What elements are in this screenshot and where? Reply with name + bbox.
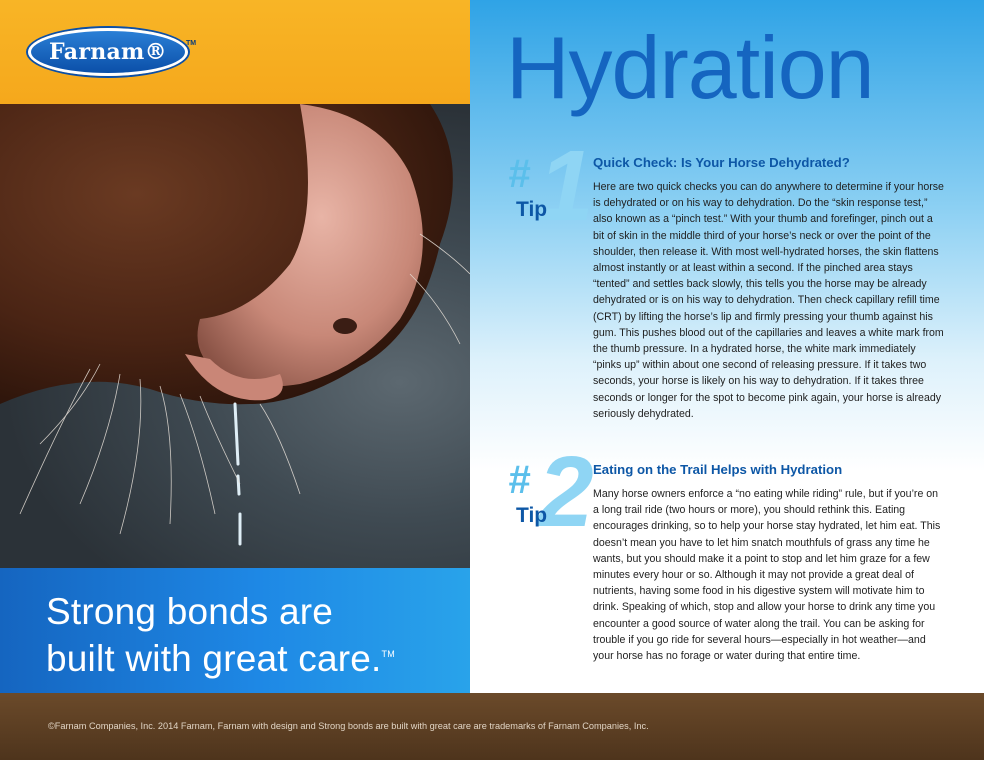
tip-1-hash: # xyxy=(508,152,531,196)
slogan-line-2-text: built with great care. xyxy=(46,638,382,679)
tip-2-hash: # xyxy=(508,458,531,502)
footer-copyright: ©Farnam Companies, Inc. 2014 Farnam, Farnam with design and Strong bonds are built with great care are trademarks of Farnam Companies, Inc. xyxy=(48,721,649,731)
logo-band xyxy=(0,0,470,104)
slogan-band xyxy=(0,568,470,693)
tip-2-title: Eating on the Trail Helps with Hydration xyxy=(593,462,843,477)
slogan xyxy=(46,590,395,680)
slogan-line-1: Strong bonds are xyxy=(46,591,334,632)
footer xyxy=(0,693,984,760)
tip-2-number: 2 xyxy=(538,436,594,548)
tip-1-number: 1 xyxy=(538,130,594,242)
farnam-logo xyxy=(28,28,188,76)
slogan-trademark: TM xyxy=(381,649,395,659)
page-title: Hydration xyxy=(506,18,874,117)
tip-1-body: Here are two quick checks you can do anywhere to determine if your horse is dehydrated or on his way to dehydration. Do the “skin response test,” also known as a “pinch test.” With your thumb and forefinger, pinch out a bit of skin in the middle third of your horse’s neck or over the point of the shoulder, then release it. With most well-hydrated horses, the skin flattens almost instantly or at least within a second. If the pinched area stays “tented” and settles back slowly, this tells you the horse may be already dehydrated or is on his way to dehydration. Then check capillary refill time (CRT) by lifting the horse’s lip and firmly pressing your thumb against his gum. This pushes blood out of the capillaries and leaves a white mark from the thumb pressure. In a hydrated horse, the white mark immediately “pinks up” within about one second of releasing pressure. If it takes two seconds, your horse is likely on his way to dehydration. If it takes three seconds or longer for the spot to become pink again, your horse is already seriously dehydrated. xyxy=(593,181,944,420)
tip-2-body: Many horse owners enforce a “no eating while riding” rule, but if you’re on a long trail ride (two hours or more), you should rethink this. Eating encourages drinking, so to help your horse stay hydrated, let him eat. This doesn’t mean you have to let him snatch mouthfuls of grass any time he wants, but you should make it a point to stop and let him graze for a few minutes every hour or so. Although it may not provide a great deal of nutrients, having some food in his digestive system will motivate him to drink. Speaking of which, stop and allow your horse to drink any time you encounter a good source of water along the trail. You can be asking for trouble if you go ride for several hours—especially in hot weather—and your horse has no forage or water during that entire time. xyxy=(593,488,941,663)
tip-1-badge xyxy=(508,130,598,242)
logo-trademark: TM xyxy=(186,40,197,47)
left-panel xyxy=(0,0,470,693)
tip-2-badge xyxy=(508,436,598,548)
tip-2-label: Tip xyxy=(516,504,548,527)
slogan-line-2 xyxy=(46,633,395,680)
logo-text: Farnam® xyxy=(49,39,167,65)
tip-1-title: Quick Check: Is Your Horse Dehydrated? xyxy=(593,155,850,170)
horse-muzzle-photo xyxy=(0,104,470,568)
tip-1-label: Tip xyxy=(516,198,548,221)
horse-muzzle-illustration xyxy=(0,104,470,568)
